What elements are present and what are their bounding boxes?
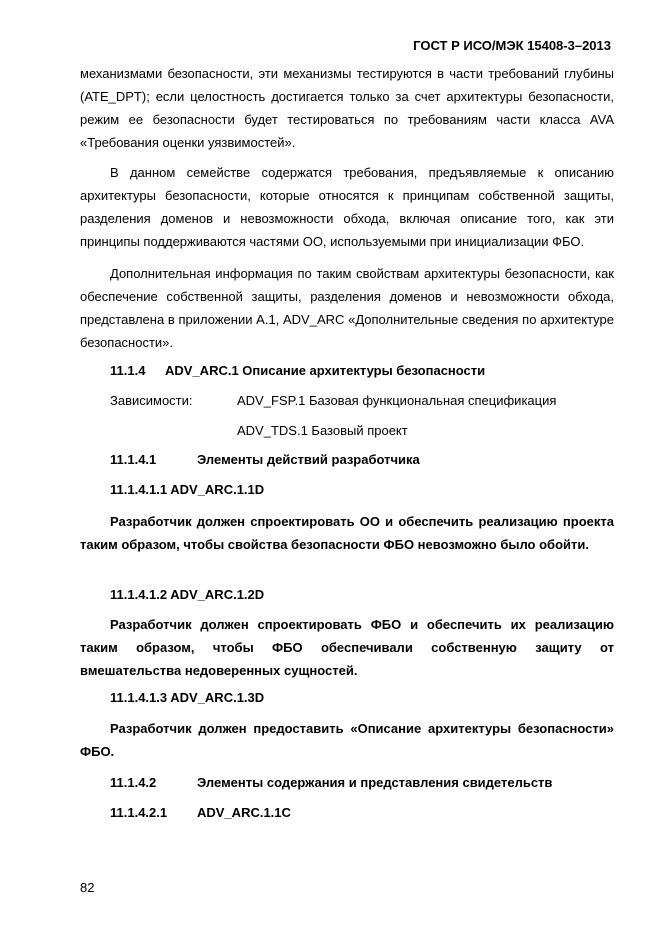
page-number: 82: [80, 880, 95, 895]
dependency-item: ADV_TDS.1 Базовый проект: [237, 423, 408, 438]
element-heading: 11.1.4.1.3 ADV_ARC.1.3D: [110, 690, 265, 705]
element-text: Разработчик должен предоставить «Описание архитектуры безопасности» ФБО.: [80, 721, 614, 759]
document-header: ГОСТ Р ИСО/МЭК 15408-3–2013: [413, 38, 611, 53]
dependencies-label: Зависимости:: [110, 393, 193, 408]
subsection-title: Элементы содержания и представления свидетельств: [197, 775, 553, 790]
element-text: Разработчик должен спроектировать ФБО и обеспечить их реализацию таким образом, чтобы ФБО обеспечивали собственную защиту от вмешательства недоверенных сущностей.: [80, 617, 614, 678]
dependency-item: ADV_FSP.1 Базовая функциональная спецификация: [237, 393, 557, 408]
element-heading: 11.1.4.1.1 ADV_ARC.1.1D: [110, 482, 265, 497]
subsection-number: 11.1.4.1: [110, 452, 157, 467]
subsection-title: Элементы действий разработчика: [197, 452, 420, 467]
subsection-title: ADV_ARC.1.1C: [197, 805, 291, 820]
section-title: ADV_ARC.1 Описание архитектуры безопасности: [165, 363, 486, 378]
element-heading: 11.1.4.1.2 ADV_ARC.1.2D: [110, 587, 265, 602]
element-text: Разработчик должен спроектировать ОО и обеспечить реализацию проекта таким образом, чтобы свойства безопасности ФБО невозможно было обойти.: [80, 514, 614, 552]
paragraph-3: Дополнительная информация по таким свойствам архитектуры безопасности, как обеспечение собственной защиты, разделения доменов и невозможности обхода, представлена в приложении А.1, ADV_ARC «Дополнительные сведения по архитектуре безопасности».: [80, 266, 614, 350]
subsection-number: 11.1.4.2.1: [110, 805, 168, 820]
paragraph-1: механизмами безопасности, эти механизмы тестируются в части требований глубины (ATE_DPT); если целостность достигается только за счет архитектуры безопасности, режим ее безопасности будет тестироваться по требованиям части класса AVA «Требования оценки уязвимостей».: [80, 66, 614, 150]
paragraph-2: В данном семействе содержатся требования, предъявляемые к описанию архитектуры безопасности, которые относятся к принципам собственной защиты, разделения доменов и невозможности обхода, включая описание того, как эти принципы поддерживаются частями ОО, используемыми при инициализации ФБО.: [80, 165, 614, 249]
subsection-number: 11.1.4.2: [110, 775, 157, 790]
section-number: 11.1.4: [110, 363, 146, 378]
